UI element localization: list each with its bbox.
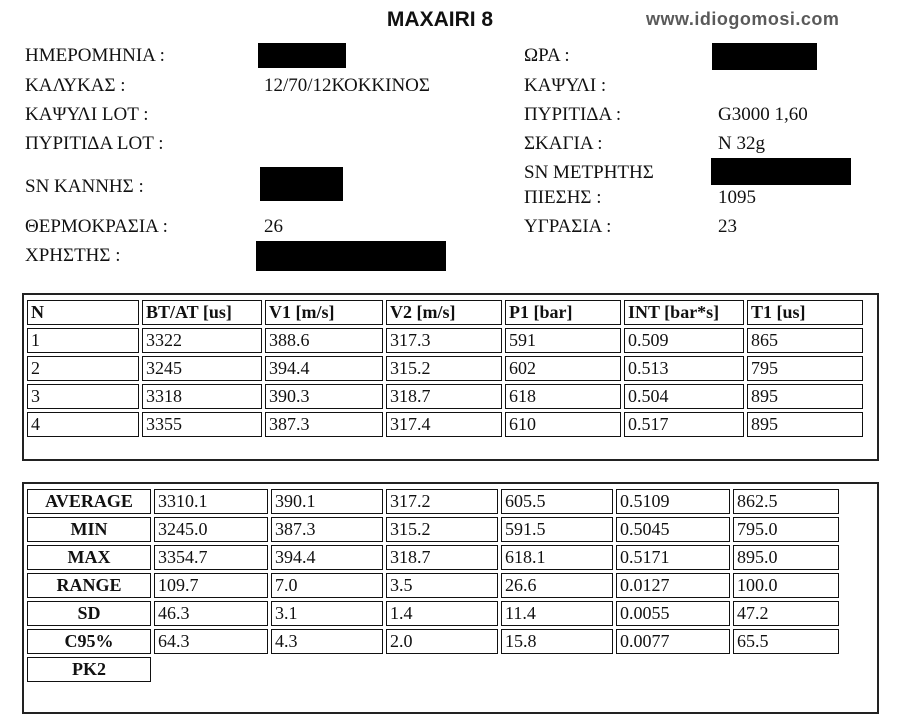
table-cell: 895 [747, 384, 863, 409]
pressure-label: ΠΙΕΣΗΣ : [524, 187, 602, 208]
column-header: INT [bar*s] [624, 300, 744, 325]
stat-value: 795.0 [733, 517, 839, 542]
table-cell: 318.7 [386, 384, 502, 409]
table-cell: 315.2 [386, 356, 502, 381]
stats-row [27, 601, 839, 626]
table-cell: 4 [27, 412, 139, 437]
humidity-value: 23 [718, 216, 737, 237]
stat-value: 387.3 [271, 517, 383, 542]
stat-label: MIN [27, 517, 151, 542]
table-cell: 3318 [142, 384, 262, 409]
table-cell: 388.6 [265, 328, 383, 353]
humidity-label: ΥΓΡΑΣΙΑ : [524, 216, 612, 237]
stats-row [27, 489, 839, 514]
temperature-label: ΘΕΡΜΟΚΡΑΣΙΑ : [25, 216, 168, 237]
stat-value: 3.5 [386, 573, 498, 598]
column-header: N [27, 300, 139, 325]
table-cell: 394.4 [265, 356, 383, 381]
stat-value: 109.7 [154, 573, 268, 598]
user-redaction [256, 241, 446, 271]
barrel-sn-redaction [260, 167, 343, 201]
stat-label: RANGE [27, 573, 151, 598]
table-cell: 610 [505, 412, 621, 437]
column-header: BT/AT [us] [142, 300, 262, 325]
stat-value: 0.0127 [616, 573, 730, 598]
stat-value: 2.0 [386, 629, 498, 654]
case-label: ΚΑΛΥΚΑΣ : [25, 75, 126, 96]
stat-value: 895.0 [733, 545, 839, 570]
time-redaction [712, 43, 817, 70]
stat-value: 11.4 [501, 601, 613, 626]
column-header: V2 [m/s] [386, 300, 502, 325]
stat-value: 394.4 [271, 545, 383, 570]
pressure-value: 1095 [718, 187, 756, 208]
stat-value: 390.1 [271, 489, 383, 514]
user-label: ΧΡΗΣΤΗΣ : [25, 245, 121, 266]
stat-value: 0.5171 [616, 545, 730, 570]
table-cell: 602 [505, 356, 621, 381]
date-label: ΗΜΕΡΟΜΗΝΙΑ : [25, 45, 165, 66]
date-redaction [258, 43, 346, 68]
table-cell: 591 [505, 328, 621, 353]
table-cell: 895 [747, 412, 863, 437]
stat-label: MAX [27, 545, 151, 570]
table-cell: 2 [27, 356, 139, 381]
stat-value: 3310.1 [154, 489, 268, 514]
stats-table [24, 486, 842, 685]
time-label: ΩΡΑ : [524, 45, 570, 66]
stat-value: 3.1 [271, 601, 383, 626]
shots-table [24, 297, 866, 440]
table-row [27, 412, 863, 437]
case-value: 12/70/12ΚΟΚΚΙΝΟΣ [264, 75, 430, 96]
table-cell: 795 [747, 356, 863, 381]
stat-value: 100.0 [733, 573, 839, 598]
stat-value: 7.0 [271, 573, 383, 598]
table-cell: 3322 [142, 328, 262, 353]
stat-value: 65.5 [733, 629, 839, 654]
table-cell: 390.3 [265, 384, 383, 409]
table-row [27, 356, 863, 381]
table-cell: 3245 [142, 356, 262, 381]
table-cell: 1 [27, 328, 139, 353]
cap-label: ΚΑΨΥΛΙ : [524, 75, 607, 96]
watermark: www.idiogomosi.com [646, 9, 840, 29]
column-header: P1 [bar] [505, 300, 621, 325]
stat-value: 317.2 [386, 489, 498, 514]
table-cell: 317.3 [386, 328, 502, 353]
meter-sn-label: SN ΜΕΤΡΗΤΗΣ [524, 162, 654, 183]
stats-row [27, 517, 839, 542]
shot-value: N 32g [718, 133, 765, 154]
column-header: V1 [m/s] [265, 300, 383, 325]
stat-value: 46.3 [154, 601, 268, 626]
table-row [27, 328, 863, 353]
cap-lot-label: ΚΑΨΥΛΙ LOT : [25, 104, 149, 125]
stats-row [27, 629, 839, 654]
stats-row [27, 573, 839, 598]
stat-value: 618.1 [501, 545, 613, 570]
stat-value: 0.5109 [616, 489, 730, 514]
stat-value: 47.2 [733, 601, 839, 626]
powder-value: G3000 1,60 [718, 104, 808, 125]
stat-value: 318.7 [386, 545, 498, 570]
stat-value: 0.0055 [616, 601, 730, 626]
stat-value: 3354.7 [154, 545, 268, 570]
stat-value: 315.2 [386, 517, 498, 542]
stat-value: 64.3 [154, 629, 268, 654]
stat-value: 4.3 [271, 629, 383, 654]
table-cell: 618 [505, 384, 621, 409]
table-cell: 0.509 [624, 328, 744, 353]
document-title: MAXAIRI 8 [386, 8, 494, 31]
table-cell: 387.3 [265, 412, 383, 437]
table-cell: 3 [27, 384, 139, 409]
stat-label: AVERAGE [27, 489, 151, 514]
stat-value: 26.6 [501, 573, 613, 598]
meter-sn-redaction [711, 158, 851, 185]
stat-value: 605.5 [501, 489, 613, 514]
stats-row [27, 545, 839, 570]
column-header: T1 [us] [747, 300, 863, 325]
stat-value: 15.8 [501, 629, 613, 654]
stat-value: 591.5 [501, 517, 613, 542]
table-cell: 3355 [142, 412, 262, 437]
table-cell: 0.513 [624, 356, 744, 381]
pk-label: PK2 [27, 657, 151, 682]
pk-row [27, 657, 839, 682]
powder-lot-label: ΠΥΡΙΤΙΔΑ LOT : [25, 133, 164, 154]
table-cell: 0.517 [624, 412, 744, 437]
stat-value: 1.4 [386, 601, 498, 626]
stat-value: 862.5 [733, 489, 839, 514]
stat-value: 3245.0 [154, 517, 268, 542]
stat-value: 0.5045 [616, 517, 730, 542]
table-row [27, 384, 863, 409]
stat-label: C95% [27, 629, 151, 654]
powder-label: ΠΥΡΙΤΙΔΑ : [524, 104, 622, 125]
table-cell: 865 [747, 328, 863, 353]
stat-label: SD [27, 601, 151, 626]
table-cell: 317.4 [386, 412, 502, 437]
shot-label: ΣΚΑΓΙΑ : [524, 133, 603, 154]
table-cell: 0.504 [624, 384, 744, 409]
stat-value: 0.0077 [616, 629, 730, 654]
temperature-value: 26 [264, 216, 283, 237]
barrel-sn-label: SN ΚΑΝΝΗΣ : [25, 176, 144, 197]
